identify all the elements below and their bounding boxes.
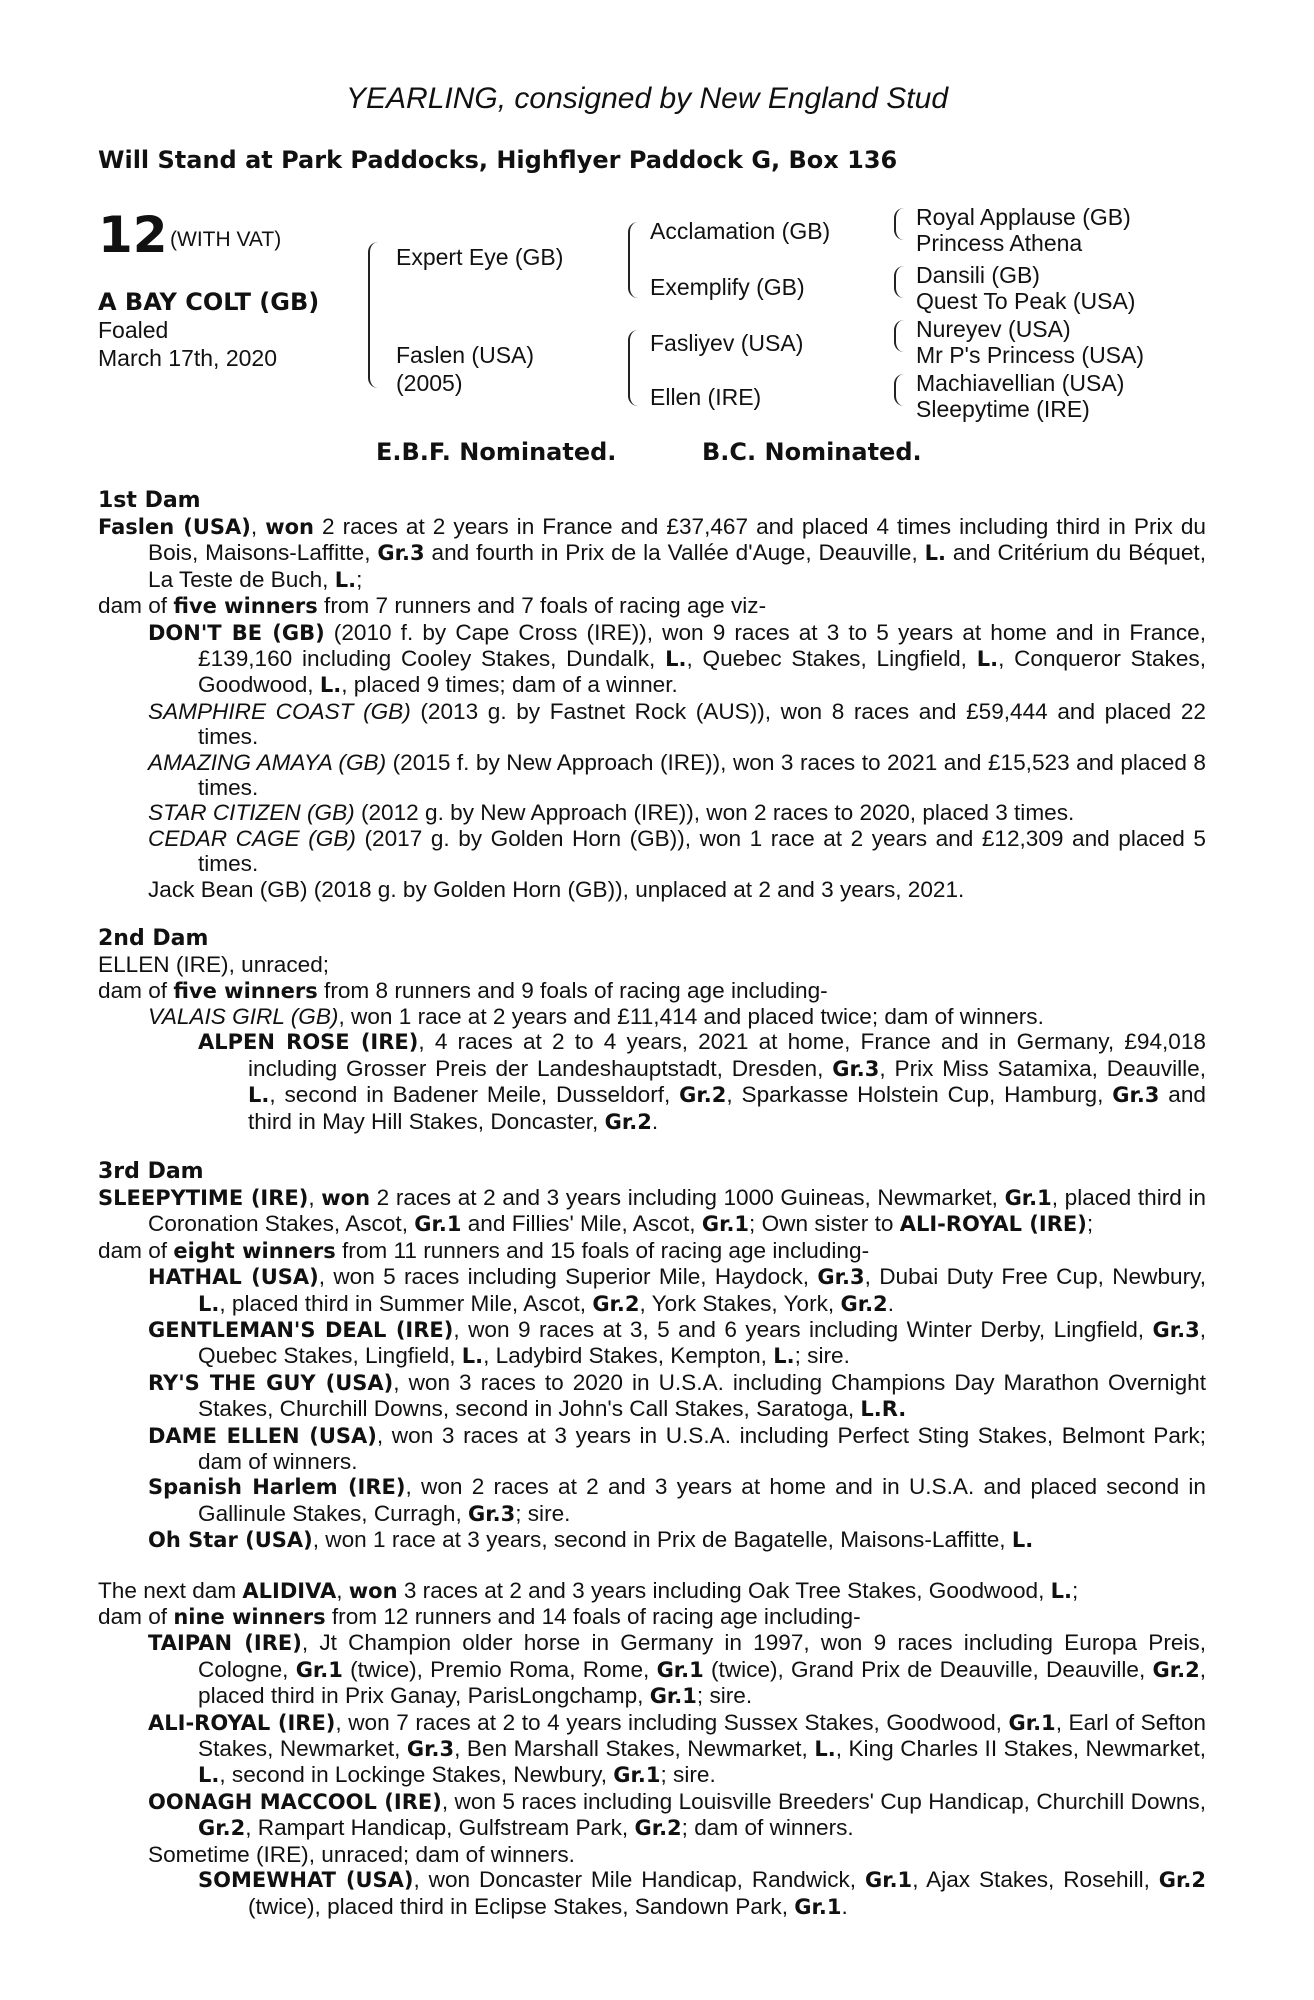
dam-year: (2005) [396,370,463,396]
produce-entry: GENTLEMAN'S DEAL (IRE), won 9 races at 3, 5 and 6 years including Winter Derby, Lingfield, Gr.3, Quebec Stakes, Lingfield, L., Ladybird Stakes, Kempton, L.; sire. [148,1316,1206,1369]
maternal-grandsire: Fasliyev (USA) [650,330,804,356]
produce-entry: SOMEWHAT (USA), won Doncaster Mile Handicap, Randwick, Gr.1, Ajax Stakes, Rosehill, Gr.2 (twice), placed third in Eclipse Stakes, Sandown Park, Gr.1. [198,1867,1206,1919]
produce-entry: Jack Bean (GB) (2018 g. by Golden Horn (GB)), unplaced at 2 and 3 years, 2021. [148,876,965,902]
produce-entry: OONAGH MACCOOL (IRE), won 5 races including Louisville Breeders' Cup Handicap, Churchill Downs, Gr.2, Rampart Handicap, Gulfstream Park, Gr.2; dam of winners. [148,1788,1206,1841]
produce-entry: STAR CITIZEN (GB) (2012 g. by New Approach (IRE)), won 2 races to 2020, placed 3 times. [148,800,1075,826]
lot-number: 12 [98,206,168,264]
produce-entry: DON'T BE (GB) (2010 f. by Cape Cross (IRE)), won 9 races at 3 to 5 years at home and in France, £139,160 including Cooley Stakes, Dundalk, L., Quebec Stakes, Lingfield, L., Conqueror Stakes, Goodwood, L., placed 9 times; dam of a winner. [148,619,1206,698]
dam-line-brace [628,330,644,406]
bc-nomination: B.C. Nominated. [702,438,922,466]
produce-entry: HATHAL (USA), won 5 races including Superior Mile, Haydock, Gr.3, Dubai Duty Free Cup, Newbury, L., placed third in Summer Mile, Ascot, Gr.2, York Stakes, York, Gr.2. [148,1264,1206,1316]
second-dam-heading: 2nd Dam [98,926,209,952]
first-dam-summary: dam of five winners from 7 runners and 7 foals of racing age viz- [98,593,767,619]
g3-horse-4: Quest To Peak (USA) [916,288,1136,314]
g3-brace-2 [894,266,910,298]
produce-entry: VALAIS GIRL (GB), won 1 race at 2 years and £11,414 and placed twice; dam of winners. [148,1003,1044,1029]
produce-entry: ALPEN ROSE (IRE), 4 races at 2 to 4 years, 2021 at home, France and in Germany, £94,018 including Grosser Preis der Landeshauptstadt, Dresden, Gr.3, Prix Miss Satamixa, Deauville, L., second in Badener Meile, Dusseldorf, Gr.2, Sparkasse Holstein Cup, Hamburg, Gr.3 and third in May Hill Stakes, Doncaster, Gr.2. [198,1029,1206,1134]
g3-horse-8: Sleepytime (IRE) [916,396,1090,422]
g3-horse-3: Dansili (GB) [916,262,1040,288]
first-dam-record: Faslen (USA), won 2 races at 2 years in France and £37,467 and placed 4 times including third in Prix du Bois, Maisons-Laffitte, Gr.3 and fourth in Prix de la Vallée d'Auge, Deauville, L. and Critérium du Béquet, La Teste de Buch, L.; [98,514,1206,592]
next-dam-summary: dam of nine winners from 12 runners and 14 foals of racing age including- [98,1604,861,1630]
sire-name: Expert Eye (GB) [396,244,564,270]
maternal-granddam: Ellen (IRE) [650,384,762,410]
vat-label: (WITH VAT) [170,228,282,251]
third-dam-record: SLEEPYTIME (IRE), won 2 races at 2 and 3 years including 1000 Guineas, Newmarket, Gr.1, placed third in Coronation Stakes, Ascot, Gr.1 and Fillies' Mile, Ascot, Gr.1; Own sister to ALI-ROYAL (IRE); [98,1184,1207,1237]
sire-line-brace [628,222,644,298]
produce-entry: RY'S THE GUY (USA), won 3 races to 2020 in U.S.A. including Champions Day Marathon Overnight Stakes, Churchill Downs, second in John's Call Stakes, Saratoga, L.R. [148,1369,1206,1422]
paternal-granddam: Exemplify (GB) [650,274,805,300]
produce-entry: AMAZING AMAYA (GB) (2015 f. by New Approach (IRE)), won 3 races to 2021 and £15,523 and placed 8 times. [148,749,1206,801]
ebf-nomination: E.B.F. Nominated. [376,438,617,466]
lot-description: A BAY COLT (GB) [98,288,320,316]
produce-entry: ALI-ROYAL (IRE), won 7 races at 2 to 4 years including Sussex Stakes, Goodwood, Gr.1, Earl of Sefton Stakes, Newmarket, Gr.3, Ben Marshall Stakes, Newmarket, L., King Charles II Stakes, Newmarket, L., second in Lockinge Stakes, Newbury, Gr.1; sire. [148,1709,1206,1788]
produce-entry: Sometime (IRE), unraced; dam of winners. [148,1841,575,1867]
foaled-info [98,316,277,372]
foaled-date: March 17th, 2020 [98,345,278,371]
second-dam-record: ELLEN (IRE), unraced; [98,952,330,978]
g3-horse-7: Machiavellian (USA) [916,370,1125,396]
g3-horse-2: Princess Athena [916,230,1083,256]
produce-entry: SAMPHIRE COAST (GB) (2013 g. by Fastnet Rock (AUS)), won 8 races and £59,444 and placed 22 times. [148,698,1206,750]
stand-location: Will Stand at Park Paddocks, Highflyer Paddock G, Box 136 [98,146,898,174]
produce-entry: TAIPAN (IRE), Jt Champion older horse in Germany in 1997, won 9 races including Europa Preis, Cologne, Gr.1 (twice), Premio Roma, Rome, Gr.1 (twice), Grand Prix de Deauville, Deauville, Gr.2, placed third in Prix Ganay, ParisLongchamp, Gr.1; sire. [148,1630,1207,1709]
g3-horse-1: Royal Applause (GB) [916,204,1131,230]
g3-brace-4 [894,374,910,406]
dam-name: Faslen (USA) [396,342,535,368]
first-dam-heading: 1st Dam [98,488,201,513]
produce-record [98,488,1206,1920]
g3-brace-1 [894,208,910,240]
next-dam-record: The next dam ALIDIVA, won 3 races at 2 and 3 years including Oak Tree Stakes, Goodwood, L.; [98,1577,1079,1603]
produce-entry: Oh Star (USA), won 1 race at 3 years, second in Prix de Bagatelle, Maisons-Laffitte, L. [148,1527,1034,1553]
produce-entry: DAME ELLEN (USA), won 3 races at 3 years in U.S.A. including Perfect Sting Stakes, Belmont Park; dam of winners. [148,1422,1206,1474]
produce-entry: CEDAR CAGE (GB) (2017 g. by Golden Horn (GB)), won 1 race at 2 years and £12,309 and placed 5 times. [148,825,1206,877]
g3-horse-5: Nureyev (USA) [916,316,1071,342]
g3-horse-6: Mr P's Princess (USA) [916,342,1145,368]
catalogue-title: YEARLING, consigned by New England Stud [346,82,949,115]
foaled-label: Foaled [98,317,169,343]
third-dam-heading: 3rd Dam [98,1158,204,1184]
produce-entry: Spanish Harlem (IRE), won 2 races at 2 and 3 years at home and in U.S.A. and placed second in Gallinule Stakes, Curragh, Gr.3; sire. [148,1474,1206,1526]
second-dam-summary: dam of five winners from 8 runners and 9 foals of racing age including- [98,977,828,1003]
third-dam-summary: dam of eight winners from 11 runners and 15 foals of racing age including- [98,1237,870,1263]
g3-brace-3 [894,320,910,352]
pedigree-brace [368,242,384,388]
paternal-grandsire: Acclamation (GB) [650,218,831,244]
